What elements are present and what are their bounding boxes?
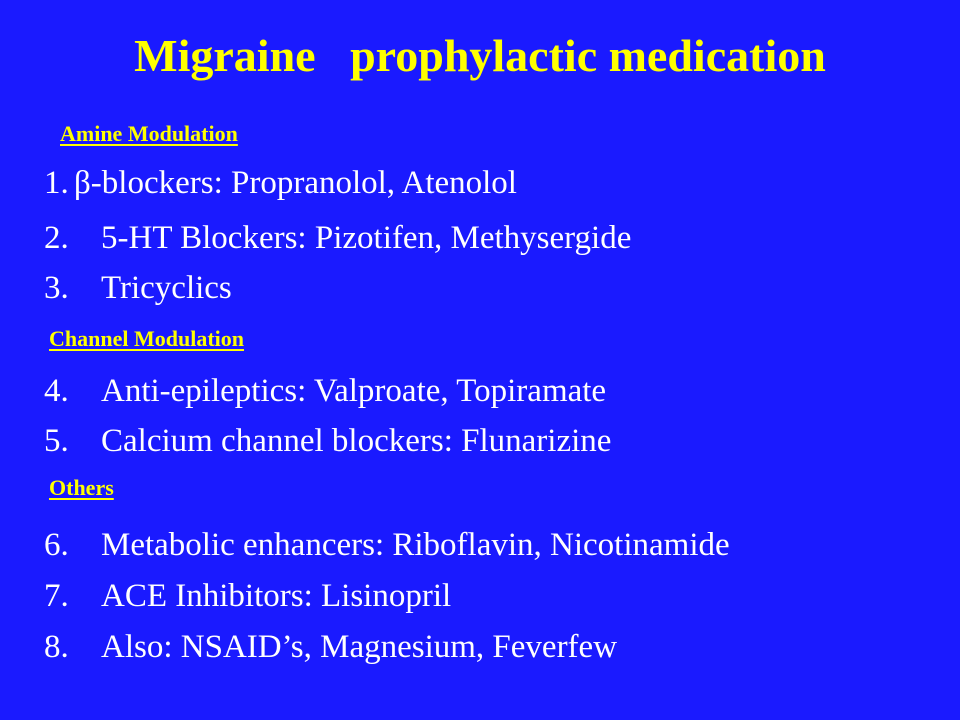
slide-title: Migraine prophylactic medication: [134, 30, 826, 81]
list-item-number: 6.: [44, 527, 69, 563]
list-item-text: ACE Inhibitors: Lisinopril: [101, 578, 452, 614]
list-item-number: 7.: [44, 578, 69, 614]
list-item-number: 4.: [44, 373, 69, 409]
section-heading-amine-modulation: Amine Modulation: [60, 121, 238, 146]
list-item-number: 2.: [44, 220, 69, 256]
list-item-number: 8.: [44, 629, 69, 665]
list-item-text: Metabolic enhancers: Riboflavin, Nicotinamide: [101, 527, 730, 563]
list-item-text: Calcium channel blockers: Flunarizine: [101, 423, 612, 459]
list-item-text: β-blockers: Propranolol, Atenolol: [74, 165, 517, 201]
list-item-text: Also: NSAID’s, Magnesium, Feverfew: [101, 629, 618, 665]
list-item-number: 5.: [44, 423, 69, 459]
list-item-number: 1.: [44, 165, 69, 201]
section-heading-channel-modulation: Channel Modulation: [49, 326, 244, 351]
list-item-text: 5-HT Blockers: Pizotifen, Methysergide: [101, 220, 632, 256]
list-item-text: Tricyclics: [101, 270, 232, 306]
list-item-number: 3.: [44, 270, 69, 306]
list-item-text: Anti-epileptics: Valproate, Topiramate: [101, 373, 607, 409]
section-heading-others: Others: [49, 475, 114, 500]
